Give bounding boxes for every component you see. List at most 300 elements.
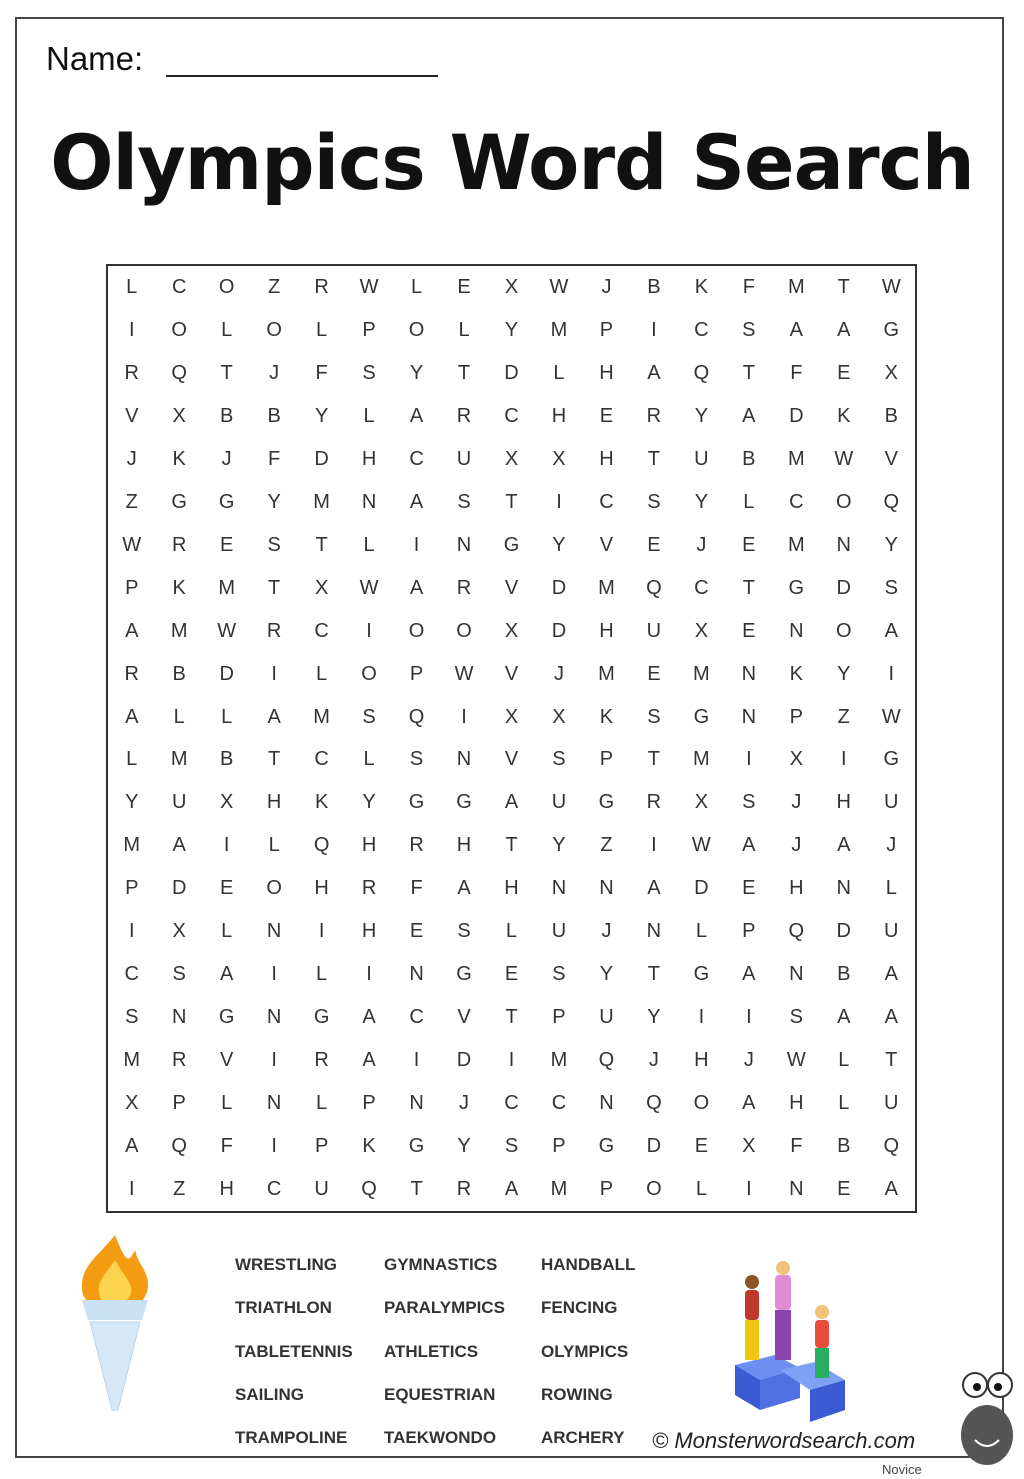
grid-letter[interactable]: J: [601, 275, 612, 298]
grid-letter[interactable]: N: [456, 748, 472, 771]
grid-letter[interactable]: O: [646, 1178, 662, 1200]
grid-letter[interactable]: H: [551, 404, 567, 427]
grid-letter[interactable]: G: [408, 1135, 425, 1158]
grid-letter[interactable]: L: [410, 275, 423, 298]
grid-letter[interactable]: B: [837, 1135, 851, 1158]
grid-letter[interactable]: F: [315, 361, 328, 384]
grid-letter[interactable]: S: [647, 490, 661, 513]
grid-letter[interactable]: J: [791, 791, 802, 814]
grid-letter[interactable]: I: [556, 490, 562, 513]
grid-letter[interactable]: I: [841, 748, 847, 771]
grid-letter[interactable]: N: [836, 877, 851, 900]
grid-letter[interactable]: X: [504, 619, 519, 642]
grid-letter[interactable]: X: [172, 920, 186, 943]
grid-letter[interactable]: Q: [313, 834, 330, 857]
grid-letter[interactable]: A: [125, 1135, 139, 1158]
grid-letter[interactable]: T: [742, 576, 755, 599]
grid-letter[interactable]: J: [221, 447, 232, 470]
grid-letter[interactable]: S: [742, 318, 756, 341]
grid-letter[interactable]: T: [410, 1178, 423, 1200]
grid-letter[interactable]: S: [362, 361, 376, 384]
grid-letter[interactable]: Q: [646, 1092, 662, 1115]
grid-letter[interactable]: S: [504, 1135, 519, 1158]
grid-letter[interactable]: P: [172, 1092, 186, 1115]
grid-letter[interactable]: C: [504, 1092, 519, 1115]
grid-letter[interactable]: E: [409, 920, 424, 943]
grid-letter[interactable]: G: [218, 1006, 235, 1029]
grid-letter[interactable]: H: [219, 1178, 234, 1200]
grid-letter[interactable]: Z: [600, 834, 613, 857]
grid-letter[interactable]: P: [742, 920, 756, 943]
grid-letter[interactable]: C: [409, 1006, 424, 1029]
grid-letter[interactable]: D: [456, 1049, 472, 1072]
grid-letter[interactable]: G: [456, 791, 472, 814]
grid-letter[interactable]: L: [316, 963, 328, 986]
grid-letter[interactable]: Q: [171, 1135, 187, 1158]
grid-letter[interactable]: H: [361, 834, 377, 857]
grid-letter[interactable]: L: [316, 1092, 328, 1115]
grid-letter[interactable]: X: [314, 576, 329, 599]
grid-letter[interactable]: U: [456, 447, 472, 470]
grid-letter[interactable]: K: [172, 576, 186, 599]
grid-letter[interactable]: P: [314, 1135, 329, 1158]
grid-letter[interactable]: L: [221, 705, 233, 728]
grid-letter[interactable]: A: [837, 318, 851, 341]
grid-letter[interactable]: L: [695, 920, 707, 943]
grid-letter[interactable]: N: [789, 1178, 804, 1200]
grid-letter[interactable]: P: [552, 1006, 566, 1029]
grid-letter[interactable]: L: [126, 748, 138, 771]
grid-letter[interactable]: H: [599, 447, 614, 470]
grid-letter[interactable]: Y: [457, 1135, 471, 1158]
grid-letter[interactable]: E: [742, 619, 756, 642]
grid-letter[interactable]: K: [362, 1135, 376, 1158]
grid-letter[interactable]: L: [316, 662, 328, 685]
grid-letter[interactable]: L: [838, 1092, 850, 1115]
grid-letter[interactable]: S: [409, 748, 424, 771]
grid-letter[interactable]: B: [742, 447, 756, 470]
grid-letter[interactable]: R: [124, 662, 139, 685]
grid-letter[interactable]: L: [363, 404, 375, 427]
grid-letter[interactable]: P: [362, 318, 376, 341]
grid-letter[interactable]: M: [313, 705, 330, 728]
grid-letter[interactable]: F: [220, 1135, 233, 1158]
grid-letter[interactable]: A: [884, 963, 898, 986]
grid-letter[interactable]: J: [269, 361, 280, 384]
grid-letter[interactable]: O: [266, 877, 282, 900]
grid-letter[interactable]: M: [123, 1049, 141, 1072]
grid-letter[interactable]: R: [171, 1049, 187, 1072]
grid-letter[interactable]: W: [359, 576, 379, 599]
grid-letter[interactable]: Y: [884, 533, 898, 556]
grid-letter[interactable]: T: [647, 748, 661, 771]
grid-letter[interactable]: E: [837, 1178, 851, 1200]
grid-letter[interactable]: R: [456, 1178, 472, 1200]
grid-letter[interactable]: M: [598, 576, 615, 599]
grid-letter[interactable]: G: [883, 318, 900, 341]
grid-letter[interactable]: O: [693, 1092, 710, 1115]
grid-letter[interactable]: A: [267, 705, 281, 728]
grid-letter[interactable]: J: [886, 834, 897, 857]
grid-letter[interactable]: D: [551, 576, 567, 599]
grid-letter[interactable]: G: [598, 1135, 615, 1158]
grid-letter[interactable]: E: [647, 662, 661, 685]
grid-letter[interactable]: I: [128, 318, 135, 341]
grid-letter[interactable]: Y: [647, 1006, 661, 1029]
grid-letter[interactable]: T: [885, 1049, 898, 1072]
grid-letter[interactable]: H: [504, 877, 519, 900]
grid-letter[interactable]: T: [457, 361, 471, 384]
grid-letter[interactable]: X: [504, 447, 519, 470]
grid-letter[interactable]: L: [316, 318, 328, 341]
grid-letter[interactable]: P: [789, 705, 803, 728]
grid-letter[interactable]: I: [461, 705, 467, 728]
grid-letter[interactable]: U: [646, 619, 662, 642]
grid-letter[interactable]: H: [599, 619, 614, 642]
grid-letter[interactable]: L: [743, 490, 755, 513]
grid-letter[interactable]: Y: [837, 662, 851, 685]
grid-letter[interactable]: A: [125, 705, 139, 728]
grid-letter[interactable]: H: [694, 1049, 709, 1072]
grid-letter[interactable]: A: [884, 1006, 898, 1029]
grid-letter[interactable]: L: [458, 318, 470, 341]
grid-letter[interactable]: G: [408, 791, 425, 814]
grid-letter[interactable]: A: [789, 318, 803, 341]
grid-letter[interactable]: M: [787, 447, 805, 470]
grid-letter[interactable]: M: [787, 533, 805, 556]
grid-letter[interactable]: T: [220, 361, 233, 384]
grid-letter[interactable]: T: [505, 1006, 518, 1029]
grid-letter[interactable]: V: [504, 748, 519, 771]
grid-letter[interactable]: L: [363, 533, 375, 556]
grid-letter[interactable]: J: [553, 662, 564, 685]
grid-letter[interactable]: G: [456, 963, 472, 986]
grid-letter[interactable]: F: [790, 361, 803, 384]
grid-letter[interactable]: D: [219, 662, 234, 685]
grid-letter[interactable]: T: [268, 576, 281, 599]
grid-letter[interactable]: G: [218, 490, 235, 513]
grid-letter[interactable]: D: [551, 619, 567, 642]
grid-letter[interactable]: D: [646, 1135, 662, 1158]
grid-letter[interactable]: I: [271, 1135, 277, 1158]
grid-letter[interactable]: O: [836, 619, 852, 642]
grid-letter[interactable]: Y: [267, 490, 281, 513]
grid-letter[interactable]: I: [746, 1006, 752, 1029]
grid-letter[interactable]: G: [313, 1006, 330, 1029]
grid-letter[interactable]: U: [694, 447, 709, 470]
grid-letter[interactable]: X: [552, 447, 566, 470]
grid-letter[interactable]: S: [267, 533, 281, 556]
grid-letter[interactable]: L: [173, 705, 185, 728]
grid-letter[interactable]: L: [505, 920, 518, 943]
grid-letter[interactable]: A: [504, 791, 519, 814]
grid-letter[interactable]: P: [599, 318, 614, 341]
grid-letter[interactable]: K: [314, 791, 329, 814]
grid-letter[interactable]: A: [742, 404, 756, 427]
grid-letter[interactable]: Z: [125, 490, 138, 513]
grid-letter[interactable]: B: [220, 748, 234, 771]
grid-letter[interactable]: R: [266, 619, 282, 642]
grid-letter[interactable]: H: [789, 1092, 804, 1115]
grid-letter[interactable]: I: [651, 318, 657, 341]
grid-letter[interactable]: S: [552, 748, 566, 771]
grid-letter[interactable]: P: [552, 1135, 566, 1158]
grid-letter[interactable]: B: [647, 275, 661, 298]
grid-letter[interactable]: N: [599, 1092, 614, 1115]
grid-letter[interactable]: N: [456, 533, 472, 556]
grid-letter[interactable]: A: [409, 576, 424, 599]
grid-letter[interactable]: I: [128, 1178, 135, 1200]
grid-letter[interactable]: W: [359, 275, 379, 298]
grid-letter[interactable]: Q: [788, 920, 805, 943]
grid-letter[interactable]: A: [884, 619, 898, 642]
grid-letter[interactable]: Y: [362, 791, 376, 814]
grid-letter[interactable]: B: [220, 404, 234, 427]
grid-letter[interactable]: I: [366, 963, 372, 986]
grid-letter[interactable]: D: [314, 447, 329, 470]
grid-letter[interactable]: P: [599, 748, 614, 771]
grid-letter[interactable]: X: [742, 1135, 756, 1158]
grid-letter[interactable]: N: [789, 963, 804, 986]
grid-letter[interactable]: R: [456, 576, 472, 599]
grid-letter[interactable]: M: [550, 1049, 568, 1072]
grid-letter[interactable]: Q: [646, 576, 662, 599]
grid-letter[interactable]: W: [122, 533, 142, 556]
grid-letter[interactable]: W: [786, 1049, 806, 1072]
grid-letter[interactable]: U: [884, 1092, 899, 1115]
grid-letter[interactable]: A: [837, 1006, 851, 1029]
grid-letter[interactable]: G: [503, 533, 520, 556]
grid-letter[interactable]: Q: [883, 490, 900, 513]
grid-letter[interactable]: A: [647, 361, 661, 384]
grid-letter[interactable]: H: [789, 877, 804, 900]
grid-letter[interactable]: A: [837, 834, 851, 857]
grid-letter[interactable]: Q: [171, 361, 187, 384]
grid-letter[interactable]: I: [413, 1049, 420, 1072]
grid-letter[interactable]: C: [599, 490, 614, 513]
grid-letter[interactable]: K: [599, 705, 614, 728]
grid-letter[interactable]: X: [504, 705, 519, 728]
grid-letter[interactable]: R: [314, 1049, 329, 1072]
grid-letter[interactable]: C: [266, 1178, 282, 1200]
grid-letter[interactable]: O: [361, 662, 377, 685]
grid-letter[interactable]: X: [694, 619, 709, 642]
grid-letter[interactable]: G: [598, 791, 615, 814]
grid-letter[interactable]: V: [457, 1006, 471, 1029]
grid-letter[interactable]: Q: [693, 361, 710, 384]
grid-letter[interactable]: D: [789, 404, 804, 427]
grid-letter[interactable]: X: [552, 705, 566, 728]
grid-letter[interactable]: V: [504, 576, 519, 599]
grid-letter[interactable]: N: [409, 963, 424, 986]
grid-letter[interactable]: U: [599, 1006, 614, 1029]
grid-letter[interactable]: D: [171, 877, 187, 900]
grid-letter[interactable]: E: [742, 533, 756, 556]
grid-letter[interactable]: L: [221, 318, 233, 341]
grid-letter[interactable]: W: [454, 662, 474, 685]
grid-letter[interactable]: S: [789, 1006, 803, 1029]
grid-letter[interactable]: M: [693, 748, 710, 771]
grid-letter[interactable]: X: [884, 361, 898, 384]
grid-letter[interactable]: M: [218, 576, 235, 599]
grid-letter[interactable]: E: [742, 877, 756, 900]
grid-letter[interactable]: S: [884, 576, 898, 599]
grid-letter[interactable]: N: [361, 490, 377, 513]
grid-letter[interactable]: U: [884, 791, 899, 814]
grid-letter[interactable]: S: [552, 963, 566, 986]
grid-letter[interactable]: W: [217, 619, 237, 642]
grid-letter[interactable]: N: [646, 920, 662, 943]
grid-letter[interactable]: A: [884, 1178, 898, 1200]
grid-letter[interactable]: U: [551, 791, 567, 814]
grid-letter[interactable]: E: [647, 533, 661, 556]
grid-letter[interactable]: C: [409, 447, 424, 470]
grid-letter[interactable]: M: [313, 490, 330, 513]
grid-letter[interactable]: L: [695, 1178, 707, 1200]
grid-letter[interactable]: Q: [598, 1049, 615, 1072]
grid-letter[interactable]: K: [172, 447, 186, 470]
grid-letter[interactable]: G: [883, 748, 900, 771]
grid-letter[interactable]: I: [413, 533, 420, 556]
grid-letter[interactable]: R: [456, 404, 472, 427]
grid-letter[interactable]: Y: [599, 963, 614, 986]
grid-letter[interactable]: V: [220, 1049, 234, 1072]
grid-letter[interactable]: G: [693, 705, 710, 728]
grid-letter[interactable]: W: [881, 705, 901, 728]
grid-letter[interactable]: P: [125, 576, 139, 599]
grid-letter[interactable]: W: [549, 275, 569, 298]
grid-letter[interactable]: I: [128, 920, 135, 943]
grid-letter[interactable]: Y: [314, 404, 329, 427]
grid-letter[interactable]: N: [789, 619, 804, 642]
grid-letter[interactable]: P: [409, 662, 424, 685]
grid-letter[interactable]: W: [834, 447, 854, 470]
grid-letter[interactable]: Y: [694, 490, 709, 513]
grid-letter[interactable]: U: [314, 1178, 329, 1200]
grid-letter[interactable]: I: [508, 1049, 515, 1072]
grid-letter[interactable]: O: [218, 275, 235, 298]
grid-letter[interactable]: T: [742, 361, 755, 384]
grid-letter[interactable]: D: [836, 576, 851, 599]
grid-letter[interactable]: Y: [504, 318, 519, 341]
grid-letter[interactable]: I: [746, 1178, 752, 1200]
grid-letter[interactable]: L: [268, 834, 280, 857]
grid-letter[interactable]: H: [266, 791, 282, 814]
grid-letter[interactable]: Y: [409, 361, 424, 384]
grid-letter[interactable]: R: [646, 791, 662, 814]
grid-letter[interactable]: M: [598, 662, 615, 685]
grid-letter[interactable]: Y: [125, 791, 139, 814]
grid-letter[interactable]: I: [223, 834, 230, 857]
grid-letter[interactable]: F: [268, 447, 281, 470]
grid-letter[interactable]: P: [125, 877, 139, 900]
grid-letter[interactable]: M: [550, 318, 568, 341]
grid-letter[interactable]: Q: [408, 705, 425, 728]
grid-letter[interactable]: A: [504, 1178, 519, 1200]
grid-letter[interactable]: L: [885, 877, 897, 900]
grid-letter[interactable]: T: [647, 963, 661, 986]
grid-letter[interactable]: Y: [694, 404, 709, 427]
grid-letter[interactable]: J: [459, 1092, 470, 1115]
grid-letter[interactable]: O: [456, 619, 472, 642]
grid-letter[interactable]: L: [221, 1092, 233, 1115]
grid-letter[interactable]: J: [601, 920, 612, 943]
grid-letter[interactable]: H: [314, 877, 329, 900]
grid-letter[interactable]: I: [318, 920, 325, 943]
grid-letter[interactable]: E: [220, 533, 234, 556]
grid-letter[interactable]: S: [742, 791, 756, 814]
grid-letter[interactable]: E: [694, 1135, 709, 1158]
grid-letter[interactable]: R: [361, 877, 377, 900]
grid-letter[interactable]: A: [742, 963, 756, 986]
grid-letter[interactable]: T: [268, 748, 281, 771]
grid-letter[interactable]: H: [361, 447, 377, 470]
grid-letter[interactable]: H: [361, 920, 377, 943]
grid-letter[interactable]: U: [551, 920, 567, 943]
grid-letter[interactable]: N: [836, 533, 851, 556]
grid-letter[interactable]: C: [694, 318, 709, 341]
grid-letter[interactable]: C: [789, 490, 804, 513]
grid-letter[interactable]: C: [694, 576, 709, 599]
grid-letter[interactable]: X: [220, 791, 234, 814]
grid-letter[interactable]: E: [599, 404, 614, 427]
grid-letter[interactable]: Z: [837, 705, 850, 728]
grid-letter[interactable]: S: [172, 963, 186, 986]
grid-letter[interactable]: F: [790, 1135, 803, 1158]
grid-letter[interactable]: M: [693, 662, 710, 685]
grid-letter[interactable]: M: [170, 619, 188, 642]
grid-letter[interactable]: T: [315, 533, 328, 556]
grid-letter[interactable]: D: [504, 361, 519, 384]
grid-letter[interactable]: N: [741, 662, 757, 685]
grid-letter[interactable]: A: [125, 619, 139, 642]
grid-letter[interactable]: N: [266, 920, 282, 943]
grid-letter[interactable]: N: [551, 877, 567, 900]
grid-letter[interactable]: O: [171, 318, 187, 341]
grid-letter[interactable]: A: [742, 834, 756, 857]
grid-letter[interactable]: K: [837, 404, 851, 427]
grid-letter[interactable]: E: [837, 361, 851, 384]
grid-letter[interactable]: H: [599, 361, 614, 384]
grid-letter[interactable]: N: [266, 1006, 282, 1029]
grid-letter[interactable]: X: [125, 1092, 139, 1115]
grid-letter[interactable]: I: [271, 1049, 277, 1072]
grid-letter[interactable]: L: [553, 361, 565, 384]
grid-letter[interactable]: C: [124, 963, 139, 986]
grid-letter[interactable]: A: [362, 1006, 376, 1029]
grid-letter[interactable]: D: [694, 877, 709, 900]
grid-letter[interactable]: S: [362, 705, 376, 728]
grid-letter[interactable]: I: [271, 963, 277, 986]
grid-letter[interactable]: L: [126, 275, 138, 298]
grid-letter[interactable]: Y: [552, 533, 566, 556]
grid-letter[interactable]: R: [646, 404, 662, 427]
grid-letter[interactable]: Z: [268, 275, 281, 298]
grid-letter[interactable]: Z: [173, 1178, 186, 1200]
grid-letter[interactable]: Q: [361, 1178, 377, 1200]
grid-letter[interactable]: E: [457, 275, 471, 298]
grid-letter[interactable]: O: [266, 318, 282, 341]
grid-letter[interactable]: S: [647, 705, 661, 728]
grid-letter[interactable]: S: [457, 490, 471, 513]
grid-letter[interactable]: T: [505, 490, 518, 513]
grid-letter[interactable]: U: [171, 791, 187, 814]
grid-letter[interactable]: C: [314, 748, 329, 771]
grid-letter[interactable]: I: [698, 1006, 705, 1029]
grid-letter[interactable]: A: [457, 877, 471, 900]
grid-letter[interactable]: J: [126, 447, 137, 470]
grid-letter[interactable]: B: [172, 662, 186, 685]
